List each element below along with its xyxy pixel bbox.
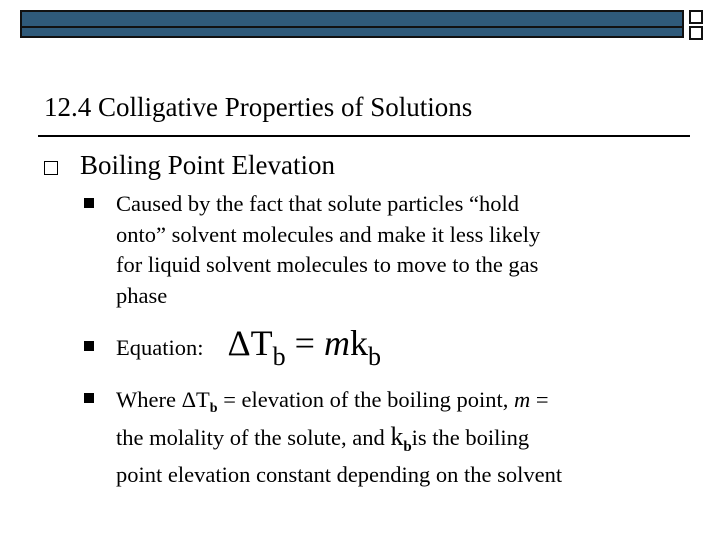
definition-line: point elevation constant depending on the solvent	[116, 462, 563, 487]
definition-line	[116, 420, 562, 458]
bullet-definition	[116, 383, 562, 491]
equation-label: Equation:	[116, 335, 204, 360]
k-symbol: k	[349, 323, 368, 363]
molality-symbol: m	[513, 387, 531, 412]
header-band	[20, 10, 684, 38]
subscript-b: b	[209, 401, 218, 416]
bullet-cause-line: onto” solvent molecules and make it less likely	[116, 221, 541, 247]
definition-line	[116, 383, 562, 420]
subscript-b: b	[403, 439, 412, 455]
corner-box-bottom	[689, 26, 703, 40]
equation-formula	[227, 322, 381, 371]
subscript-b: b	[367, 342, 381, 371]
text-fragment: Where ΔT	[116, 387, 210, 412]
bullet-cause-line: for liquid solvent molecules to move to the gas	[116, 252, 539, 277]
text-fragment: = elevation of the boiling point,	[217, 387, 514, 412]
k-symbol: k	[390, 422, 404, 451]
text-fragment: =	[530, 387, 549, 412]
square-bullet-icon	[84, 198, 94, 208]
bullet-cause	[116, 189, 540, 311]
slide-title: 12.4 Colligative Properties of Solutions	[44, 92, 473, 122]
bullet-cause-line: Caused by the fact that solute particles “hold	[116, 191, 520, 216]
delta-t-symbol: ΔT	[227, 323, 273, 363]
hollow-square-bullet-icon	[44, 161, 58, 175]
square-bullet-icon	[84, 393, 94, 403]
equation-row	[116, 322, 381, 371]
square-bullet-icon	[84, 341, 94, 351]
subscript-b: b	[272, 342, 286, 371]
bullet-cause-line: phase	[116, 282, 168, 308]
section-heading: Boiling Point Elevation	[80, 150, 335, 180]
text-fragment: the molality of the solute, and	[116, 425, 391, 450]
equals-sign: =	[285, 323, 324, 363]
title-divider	[38, 135, 690, 137]
text-fragment: is the boiling	[411, 425, 530, 450]
corner-box-top	[689, 10, 703, 24]
molality-symbol: m	[323, 323, 350, 363]
level1-item	[44, 150, 335, 181]
